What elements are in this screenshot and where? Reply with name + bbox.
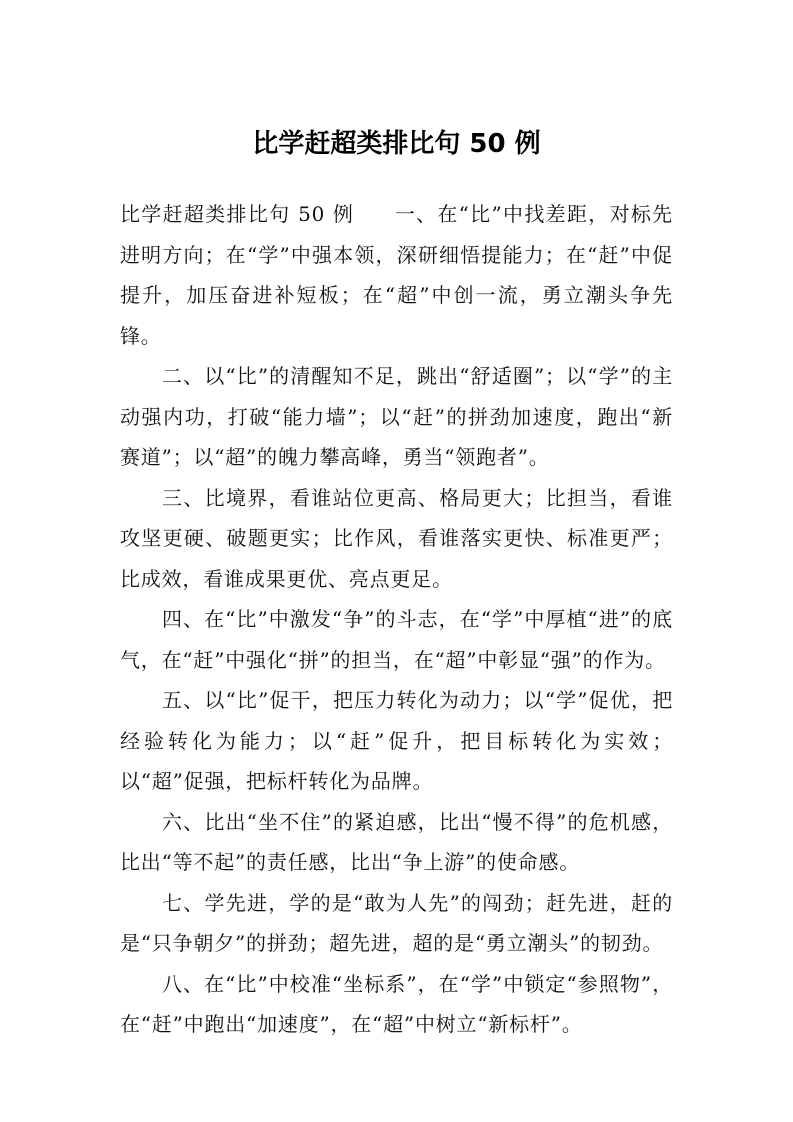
paragraph-1 xyxy=(120,194,673,356)
paragraph-5: 五、以“比”促干，把压力转化为动力；以“学”促优，把经验转化为能力；以“赶”促升，把目标转化为实效；以“超”促强，把标杆转化为品牌。 xyxy=(120,688,673,793)
paragraph-1-text: 一、在“比”中找差距，对标先进明方向；在“学”中强本领，深研细悟提能力；在“赶”中促提升，加压奋进补短板；在“超”中创一流，勇立潮头争先锋。 xyxy=(120,202,673,348)
document-title: 比学赶超类排比句 50 例 xyxy=(252,129,541,159)
paragraph-6: 六、比出“坐不住”的紧迫感，比出“慢不得”的危机感，比出“等不起”的责任感，比出“争上游”的使命感。 xyxy=(120,809,673,874)
paragraph-4: 四、在“比”中激发“争”的斗志，在“学”中厚植“进”的底气，在“赶”中强化“拼”的担当，在“超”中彰显“强”的作为。 xyxy=(120,607,673,672)
intro-label: 比学赶超类排比句 50 例 xyxy=(120,202,355,226)
paragraph-3: 三、比境界，看谁站位更高、格局更大；比担当，看谁攻坚更硬、破题更实；比作风，看谁落实更快、标准更严；比成效，看谁成果更优、亮点更足。 xyxy=(120,485,673,591)
paragraph-8: 八、在“比”中校准“坐标系”，在“学”中锁定“参照物”，在“赶”中跑出“加速度”，在“超”中树立“新标杆”。 xyxy=(120,971,673,1036)
paragraph-2: 二、以“比”的清醒知不足，跳出“舒适圈”；以“学”的主动强内功，打破“能力墙”；以“赶”的拼劲加速度，跑出“新赛道”；以“超”的魄力攀高峰，勇当“领跑者”。 xyxy=(120,364,673,469)
document-body xyxy=(120,194,673,1045)
paragraph-7: 七、学先进，学的是“敢为人先”的闯劲；赶先进，赶的是“只争朝夕”的拼劲；超先进，超的是“勇立潮头”的韧劲。 xyxy=(120,890,673,955)
